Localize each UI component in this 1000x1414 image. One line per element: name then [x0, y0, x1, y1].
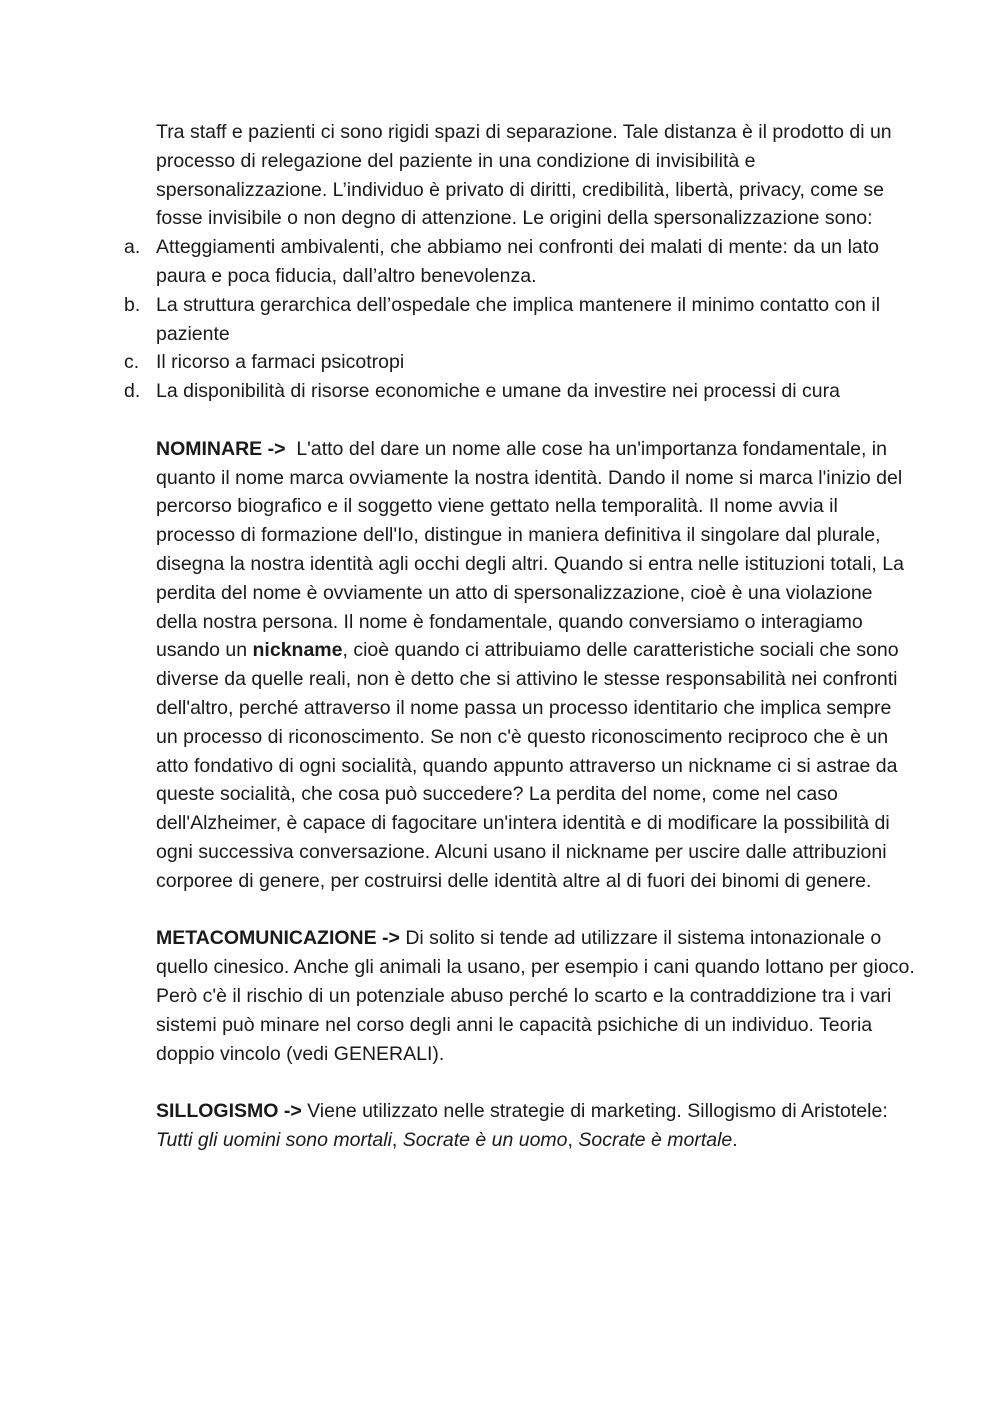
intro-paragraph: Tra staff e pazienti ci sono rigidi spazi di separazione. Tale distanza è il prodotto di un processo di relegazione del paziente in una condizione di invisibilità e spersonalizzazione. L’individuo è privato di diritti, credibilità, libertà, privacy, come se fosse invisibile o non degno di attenzione. Le origini della spersonalizzazione sono:: [156, 121, 892, 230]
nominare-heading: NOMINARE ->: [156, 437, 286, 460]
list-marker: b.: [124, 293, 141, 316]
nominare-text-part-2: , cioè quando ci attribuiamo delle caratteristiche sociali che sono diverse da quelle reali, non è detto che si attivino le stesse responsabilità nei confronti dell'altro, perché attraverso il nome passa un processo identitario che implica sempre un processo di riconoscimento. Se non c'è questo riconoscimento reciproco che è un atto fondativo di ogni socialità, quando appunto attraverso un nickname ci si astrae da queste socialità, che cosa può succedere? La perdita del nome, come nel caso dell'Alzheimer, è capace di fagocitare un'intera identità e di modificare la possibilità di ogni successiva conversazione. Alcuni usano il nickname per uscire dalle attribuzioni corporee di genere, per costruirsi delle identità altre al di fuori dei binomi di genere.: [156, 639, 899, 892]
nominare-text-part-1: L'atto del dare un nome alle cose ha un'importanza fondamentale, in quanto il nome marca ovviamente la nostra identità. Dando il nome si marca l'inizio del percorso biografico e il soggetto viene gettato nella temporalità. Il nome avvia il processo di formazione dell'Io, distingue in maniera definitiva il singolare dal plurale, disegna la nostra identità agli occhi degli altri. Quando si entra nelle istituzioni totali, La perdita del nome è ovviamente un atto di spersonalizzazione, cioè è una violazione della nostra persona. Il nome è fondamentale, quando conversiamo o interagiamo usando un: [156, 437, 904, 662]
list-item: [124, 377, 916, 406]
syllogism-premise-2: Socrate è un uomo: [402, 1128, 568, 1151]
list-item: [124, 233, 916, 291]
syllogism-conclusion: Socrate è mortale: [578, 1128, 733, 1151]
metacomunicazione-paragraph: [156, 924, 916, 1068]
sillogismo-text: Viene utilizzato nelle strategie di marketing. Sillogismo di Aristotele:: [307, 1100, 888, 1123]
list-item-text: Il ricorso a farmaci psicotropi: [156, 351, 405, 374]
list-item: [124, 348, 916, 377]
list-marker: c.: [124, 351, 140, 374]
metacomunicazione-text: Di solito si tende ad utilizzare il sistema intonazionale o quello cinesico. Anche gli animali la usano, per esempio i cani quando lottano per gioco. Però c'è il rischio di un potenziale abuso perché lo scarto e la contraddizione tra i vari sistemi può minare nel corso degli anni le capacità psichiche di un individuo. Teoria doppio vincolo (vedi GENERALI).: [156, 927, 915, 1065]
metacomunicazione-heading: METACOMUNICAZIONE ->: [156, 927, 400, 950]
syllogism-separator: ,: [391, 1128, 398, 1151]
paragraph-gap: [156, 1068, 916, 1097]
paragraph-gap: [156, 896, 916, 925]
origins-list: [124, 233, 916, 406]
nominare-paragraph: [156, 435, 916, 896]
paragraph-gap: [156, 406, 916, 435]
list-item: [124, 291, 916, 349]
list-marker: a.: [124, 236, 141, 259]
sillogismo-heading: SILLOGISMO ->: [156, 1100, 302, 1123]
list-marker: d.: [124, 380, 141, 403]
list-item-text: Atteggiamenti ambivalenti, che abbiamo nei confronti dei malati di mente: da un lato paura e poca fiducia, dall’altro benevolenza.: [156, 236, 880, 287]
syllogism-end: .: [732, 1128, 738, 1151]
list-item-text: La disponibilità di risorse economiche e umane da investire nei processi di cura: [156, 380, 840, 403]
sillogismo-paragraph: [156, 1097, 916, 1155]
list-item-text: La struttura gerarchica dell’ospedale che implica mantenere il minimo contatto con il paziente: [156, 293, 881, 345]
syllogism-premise-1: Tutti gli uomini sono mortali: [156, 1128, 392, 1151]
document-body: [124, 118, 916, 1155]
nickname-bold: nickname: [252, 639, 343, 662]
syllogism-separator: ,: [567, 1128, 573, 1151]
